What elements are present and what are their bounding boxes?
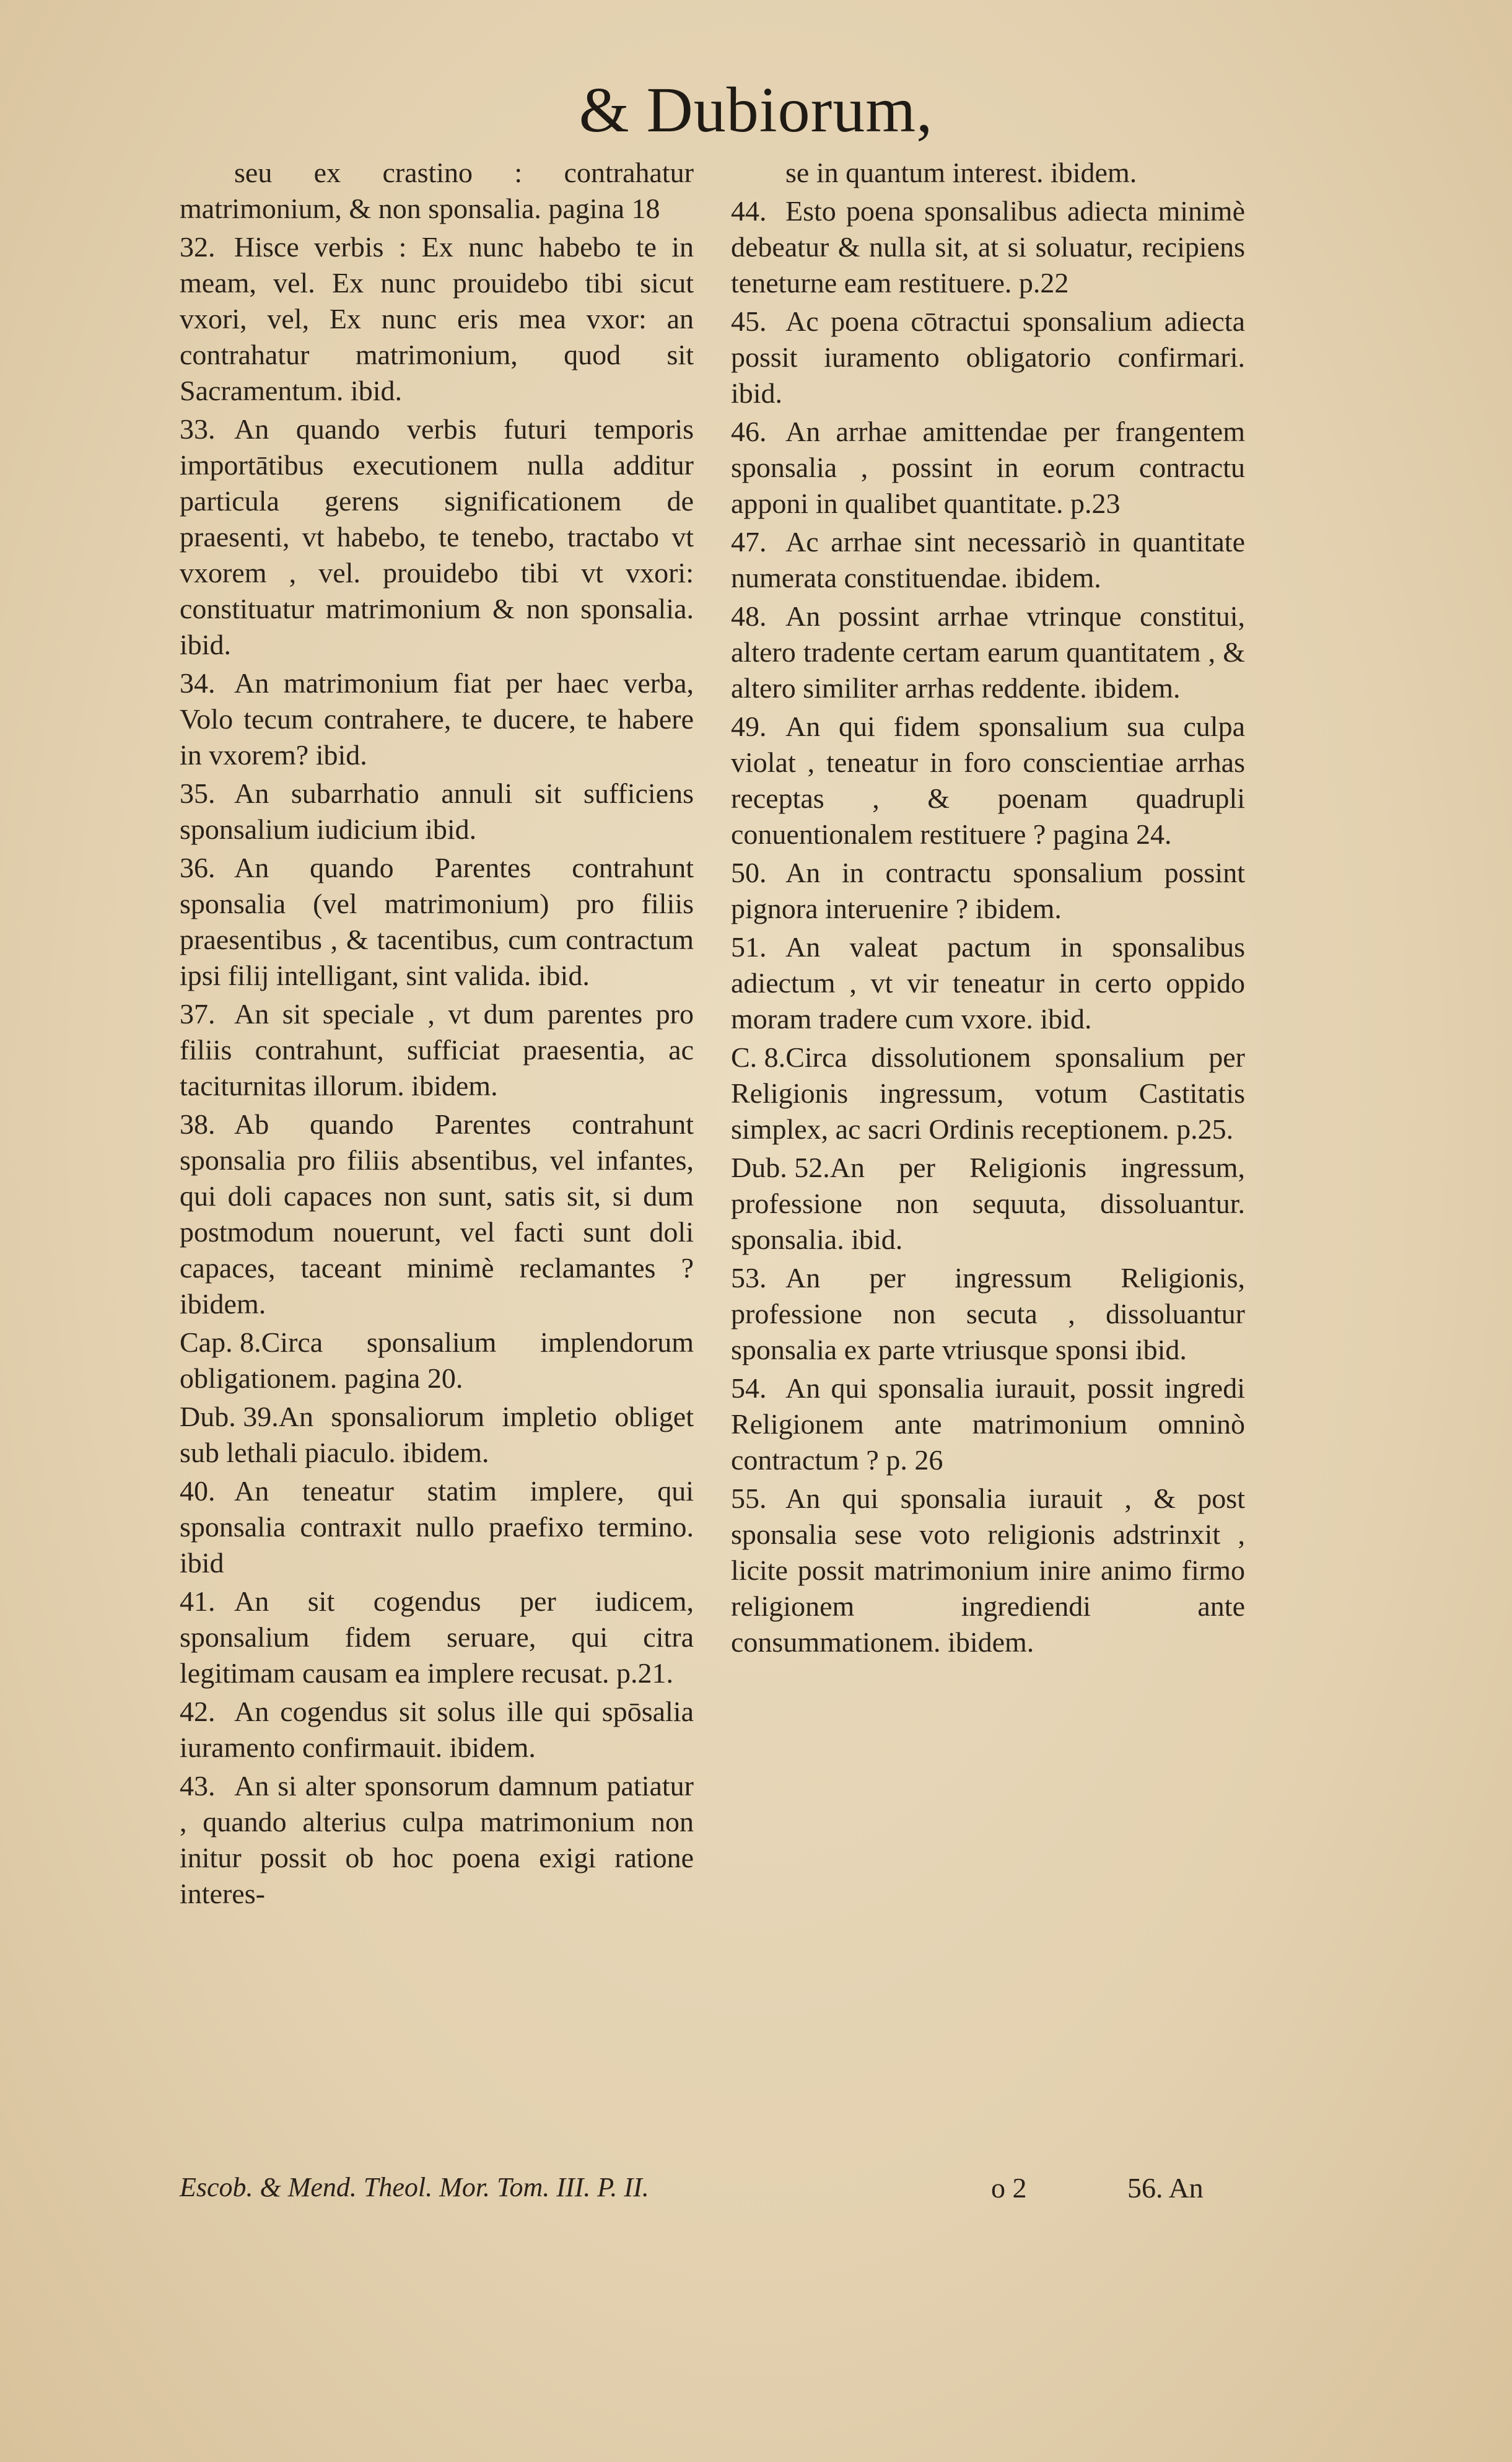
list-item: [731, 1481, 1245, 1660]
entry-text: seu ex crastino : contrahatur matrimonium, & non sponsalia. pagina 18: [180, 157, 694, 224]
entry-number: 40.: [180, 1475, 216, 1507]
entry-number: 36.: [180, 852, 216, 883]
list-item: [731, 929, 1245, 1037]
entry-text: Esto poena sponsalibus adiecta minimè debeatur & nulla sit, at si soluatur, recipiens teneturne eam restituere. p.22: [731, 195, 1245, 299]
entry-number: 38.: [180, 1108, 216, 1140]
entry-text: An sit speciale , vt dum parentes pro filiis contrahunt, sufficiat praesentia, ac taciturnitas illorum. ibidem.: [180, 998, 694, 1102]
list-item: [180, 1694, 694, 1766]
entry-text: Circa dissolutionem sponsalium per Religionis ingressum, votum Castitatis simplex, ac sacri Ordinis receptionem. p.25.: [731, 1041, 1245, 1145]
entry-number: 35.: [180, 778, 216, 809]
catchword: 56. An: [1127, 2172, 1204, 2204]
entry-number: 54.: [731, 1372, 767, 1404]
list-item: [731, 524, 1245, 596]
list-item: [180, 411, 694, 663]
entry-number: 46.: [731, 416, 767, 447]
entry-number: 37.: [180, 998, 216, 1030]
entry-text: Ac poena cōtractui sponsalium adiecta possit iuramento obligatorio confirmari. ibid.: [731, 305, 1245, 409]
entry-text: An cogendus sit solus ille qui spōsalia iuramento confirmauit. ibidem.: [180, 1696, 694, 1763]
list-item: [180, 1584, 694, 1691]
entry-number: 44.: [731, 195, 767, 227]
list-item: [731, 1370, 1245, 1478]
list-item: [180, 1325, 694, 1396]
list-item: [180, 1399, 694, 1471]
list-item: [180, 665, 694, 773]
entry-text: An per ingressum Religionis, professione non secuta , dissoluantur sponsalia ex parte vtriusque sponsi ibid.: [731, 1262, 1245, 1365]
entry-number: 47.: [731, 526, 767, 558]
entry-text: An teneatur statim implere, qui sponsalia contraxit nullo praefixo termino. ibid: [180, 1475, 694, 1579]
entry-number: 55.: [731, 1483, 767, 1514]
entry-number: Dub. 52.: [731, 1152, 830, 1183]
list-item: [180, 229, 694, 409]
signature-mark: o 2: [991, 2172, 1027, 2204]
list-item: [180, 155, 694, 227]
entry-number: 49.: [731, 711, 767, 742]
entry-text: An qui sponsalia iurauit , & post sponsalia sese voto religionis adstrinxit , licite possit matrimonium inire animo firmo religionem ingrediendi ante consummationem. ibidem.: [731, 1483, 1245, 1658]
entry-text: An subarrhatio annuli sit sufficiens sponsalium iudicium ibid.: [180, 778, 694, 845]
entry-number: 34.: [180, 667, 216, 699]
list-item: [180, 850, 694, 994]
list-item: [731, 1150, 1245, 1258]
left-column: [180, 155, 694, 1914]
entry-text: An matrimonium fiat per haec verba, Volo tecum contrahere, te ducere, te habere in vxorem? ibid.: [180, 667, 694, 771]
entry-text: Ac arrhae sint necessariò in quantitate numerata constituendae. ibidem.: [731, 526, 1245, 594]
entry-number: 42.: [180, 1696, 216, 1727]
list-item: [731, 709, 1245, 852]
list-item: [731, 855, 1245, 927]
entry-number: C. 8.: [731, 1041, 786, 1073]
entry-number: 51.: [731, 931, 767, 963]
entry-number: Cap. 8.: [180, 1326, 261, 1358]
entry-text: An per Religionis ingressum, professione non sequuta, dissoluantur. sponsalia. ibid.: [731, 1152, 1245, 1255]
right-column: [731, 155, 1245, 1663]
list-item: [731, 155, 1245, 191]
entry-text: An possint arrhae vtrinque constitui, altero tradente certam earum quantitatem , & altero similiter arrhas reddente. ibidem.: [731, 600, 1245, 704]
list-item: [180, 1106, 694, 1322]
entry-number: 48.: [731, 600, 767, 632]
entry-number: 41.: [180, 1585, 216, 1617]
page-title: & Dubiorum,: [579, 74, 933, 146]
entry-text: An si alter sponsorum damnum patiatur , quando alterius culpa matrimonium non initur possit ob hoc poena exigi ratione interes-: [180, 1770, 694, 1909]
entry-number: Dub. 39.: [180, 1401, 279, 1432]
entry-text: An qui fidem sponsalium sua culpa violat , teneatur in foro conscientiae arrhas receptas , & poenam quadrupli conuentionalem restituere ? pagina 24.: [731, 711, 1245, 850]
entry-text: An sit cogendus per iudicem, sponsalium fidem seruare, qui citra legitimam causam ea implere recusat. p.21.: [180, 1585, 694, 1689]
entry-text: An in contractu sponsalium possint pignora interuenire ? ibidem.: [731, 857, 1245, 924]
list-item: [180, 1768, 694, 1912]
list-item: [731, 1260, 1245, 1368]
list-item: [180, 996, 694, 1104]
entry-text: se in quantum interest. ibidem.: [785, 157, 1137, 188]
entry-text: Ab quando Parentes contrahunt sponsalia pro filiis absentibus, vel infantes, qui doli capaces non sunt, satis sit, si dum postmodum nouerunt, vel facti sunt doli capaces, taceant minimè reclamantes ? ibidem.: [180, 1108, 694, 1320]
entry-text: An valeat pactum in sponsalibus adiectum , vt vir teneatur in certo oppido moram tradere cum vxore. ibid.: [731, 931, 1245, 1035]
entry-number: 33.: [180, 413, 216, 445]
list-item: [180, 776, 694, 848]
entry-number: 45.: [731, 305, 767, 337]
entry-text: An arrhae amittendae per frangentem sponsalia , possint in eorum contractu apponi in qualibet quantitate. p.23: [731, 416, 1245, 519]
list-item: [731, 1040, 1245, 1147]
list-item: [731, 414, 1245, 522]
list-item: [731, 598, 1245, 706]
entry-number: 50.: [731, 857, 767, 888]
entry-text: Circa sponsalium implendorum obligationem. pagina 20.: [180, 1326, 694, 1394]
entry-text: Hisce verbis : Ex nunc habebo te in meam, vel. Ex nunc prouidebo tibi sicut vxori, vel, Ex nunc eris mea vxor: an contrahatur matrimonium, quod sit Sacramentum. ibid.: [180, 231, 694, 406]
running-footer: Escob. & Mend. Theol. Mor. Tom. III. P. II.: [180, 2172, 649, 2202]
list-item: [731, 193, 1245, 301]
entry-text: An quando verbis futuri temporis importātibus executionem nulla additur particula gerens significationem de praesenti, vt habebo, te tenebo, tractabo vt vxorem , vel. prouidebo tibi vt vxori: constituatur matrimonium & non sponsalia. ibid.: [180, 413, 694, 660]
entry-number: 43.: [180, 1770, 216, 1802]
list-item: [180, 1473, 694, 1581]
list-item: [731, 304, 1245, 411]
entry-number: 53.: [731, 1262, 767, 1294]
entry-text: An quando Parentes contrahunt sponsalia (vel matrimonium) pro filiis praesentibus , & tacentibus, cum contractum ipsi filij intelligant, sint valida. ibid.: [180, 852, 694, 991]
entry-text: An qui sponsalia iurauit, possit ingredi Religionem ante matrimonium omninò contractum ? p. 26: [731, 1372, 1245, 1476]
entry-text: An sponsaliorum impletio obliget sub lethali piaculo. ibidem.: [180, 1401, 694, 1468]
entry-number: 32.: [180, 231, 216, 263]
